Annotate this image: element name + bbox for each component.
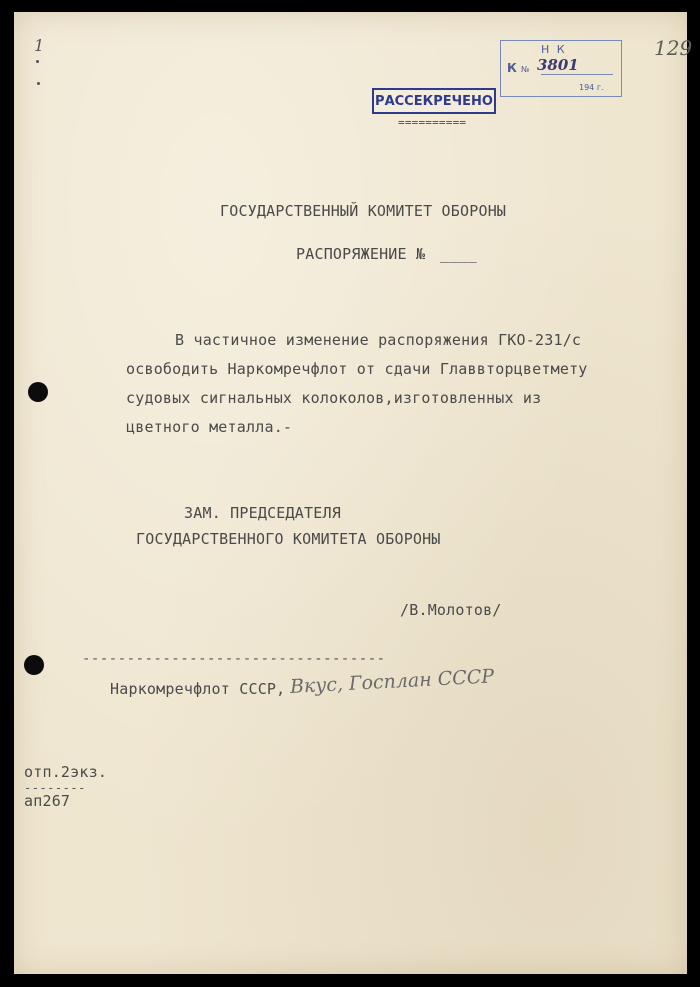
order-title: РАСПОРЯЖЕНИЕ № xyxy=(296,245,426,263)
distribution-recipients: Наркомречфлот СССР, xyxy=(110,680,286,698)
signature-position-line2: ГОСУДАРСТВЕННОГО КОМИТЕТА ОБОРОНЫ xyxy=(136,530,441,548)
footer-ref: ап267 xyxy=(24,792,71,810)
committee-heading: ГОСУДАРСТВЕННЫЙ КОМИТЕТ ОБОРОНЫ xyxy=(220,202,507,220)
distribution-separator: ---------------------------------- xyxy=(82,651,386,667)
registration-prefix: К xyxy=(507,61,517,75)
corner-mark: 1 xyxy=(34,36,45,55)
punch-hole-upper xyxy=(28,382,48,402)
margin-dot xyxy=(37,82,40,85)
body-line-3: судовых сигнальных колоколов,изготовленных из xyxy=(126,389,542,407)
archive-page-number: 129 xyxy=(654,36,693,60)
registration-number: 3801 xyxy=(537,56,579,74)
signature-position-line1: ЗАМ. ПРЕДСЕДАТЕЛЯ xyxy=(184,504,341,522)
registration-year: 194 г. xyxy=(579,83,604,92)
body-line-2: освободить Наркомречфлот от сдачи Главвторцветмету xyxy=(126,360,588,378)
document-page xyxy=(14,12,687,974)
registration-org: Н К xyxy=(541,43,567,56)
order-number-blank: ____ xyxy=(440,245,477,263)
declassified-stamp: РАССЕКРЕЧЕНО xyxy=(372,88,496,114)
stamp-underline: ========== xyxy=(398,116,467,129)
registration-no-label: № xyxy=(521,65,530,74)
handwritten-recipients: Вкус, Госплан СССР xyxy=(289,665,495,698)
signature-name: /В.Молотов/ xyxy=(400,601,502,619)
copies-note: отп.2экз. xyxy=(24,763,108,781)
registration-stamp xyxy=(500,40,622,97)
body-line-1: В частичное изменение распоряжения ГКО-231/с xyxy=(175,331,582,349)
punch-hole-lower xyxy=(24,655,44,675)
margin-dot xyxy=(36,60,39,63)
body-line-4: цветного металла.- xyxy=(126,418,293,436)
registration-line xyxy=(541,74,613,75)
footer-separator: -------- xyxy=(24,781,86,795)
